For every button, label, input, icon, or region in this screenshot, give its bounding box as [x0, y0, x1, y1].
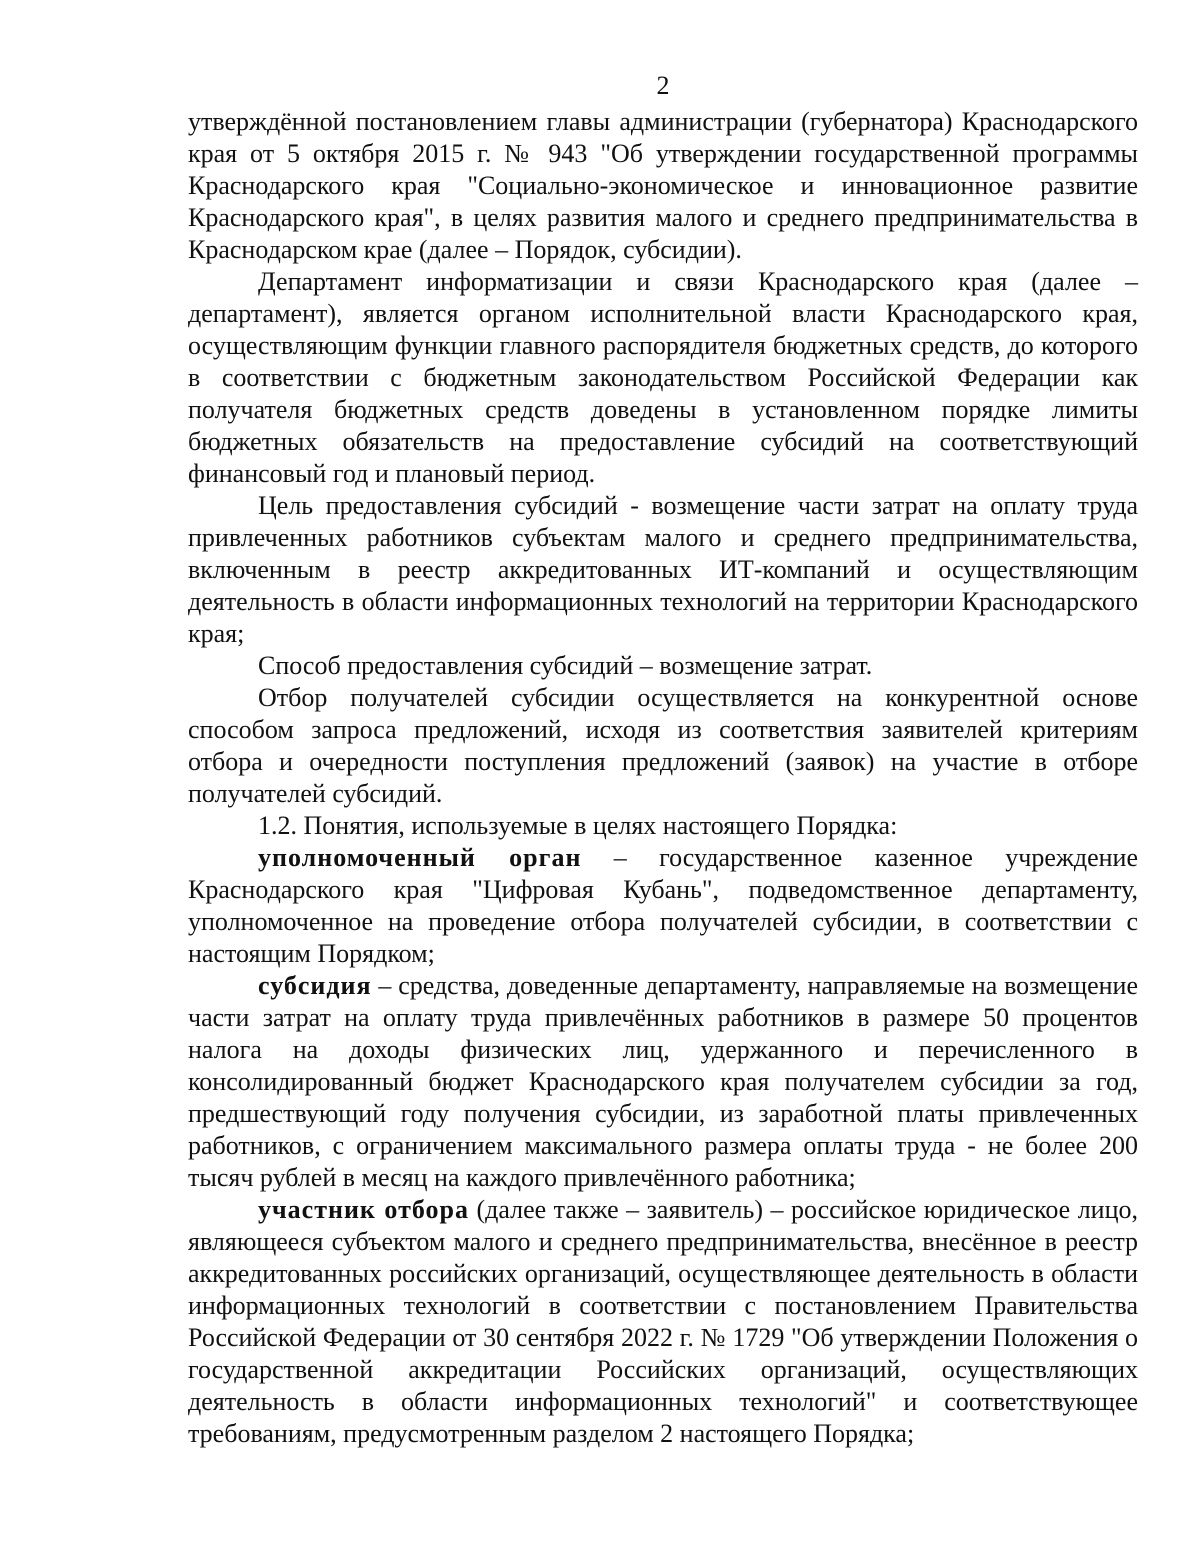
paragraph-procedure-continuation: утверждённой постановлением главы администрации (губернатора) Краснодарского края от 5 октября 2015 г. № 943 "Об утверждении государственной программы Краснодарского края "Социально-экономическое и инновационное развитие Краснодарского края", в целях развития малого и среднего предпринимательства в Краснодарском крае (далее – Порядок, субсидии).	[188, 107, 1138, 264]
paragraph-subsidy-goal: Цель предоставления субсидий - возмещение части затрат на оплату труда привлеченных работников субъектам малого и среднего предпринимательства, включенным в реестр аккредитованных ИТ-компаний и осуществляющим деятельность в области информационных технологий на территории Краснодарского края;	[188, 491, 1138, 648]
page-number: 2	[656, 71, 670, 100]
term-participant: участник отбора	[258, 1195, 469, 1224]
paragraph-department: Департамент информатизации и связи Краснодарского края (далее – департамент), является органом исполнительной власти Краснодарского края, осуществляющим функции главного распорядителя бюджетных средств, до которого в соответствии с бюджетным законодательством Российской Федерации как получателя бюджетных средств доведены в установленном порядке лимиты бюджетных обязательств на предоставление субсидий на соответствующий финансовый год и плановый период.	[188, 267, 1138, 488]
definition-authorized-body-text: – государственное казенное учреждение Краснодарского края "Цифровая Кубань", подведомственное департаменту, уполномоченное на проведение отбора получателей субсидии, в соответствии с настоящим Порядком;	[188, 843, 1138, 968]
paragraph-definitions-heading: 1.2. Понятия, используемые в целях настоящего Порядка:	[258, 811, 898, 840]
paragraph-selection: Отбор получателей субсидии осуществляется на конкурентной основе способом запроса предложений, исходя из соответствия заявителей критериям отбора и очередности поступления предложений (заявок) на участие в отборе получателей субсидий.	[188, 683, 1138, 808]
term-subsidy: субсидия	[258, 971, 372, 1000]
definition-subsidy-text: – средства, доведенные департаменту, направляемые на возмещение части затрат на оплату труда привлечённых работников в размере 50 процентов налога на доходы физических лиц, удержанного и перечисленного в консолидированный бюджет Краснодарского края получателем субсидии за год, предшествующий году получения субсидии, из заработной платы привлеченных работников, с ограничением максимального размера оплаты труда - не более 200 тысяч рублей в месяц на каждого привлечённого работника;	[188, 971, 1138, 1192]
definition-authorized-body	[188, 842, 1138, 970]
definition-subsidy	[188, 970, 1138, 1194]
paragraph-subsidy-method: Способ предоставления субсидий – возмещение затрат.	[258, 651, 873, 680]
definition-participant-text: (далее также – заявитель) – российское юридическое лицо, являющееся субъектом малого и среднего предпринимательства, внесённое в реестр аккредитованных российских организаций, осуществляющее деятельность в области информационных технологий в соответствии с постановлением Правительства Российской Федерации от 30 сентября 2022 г. № 1729 "Об утверждении Положения о государственной аккредитации Российских организаций, осуществляющих деятельность в области информационных технологий" и соответствующее требованиям, предусмотренным разделом 2 настоящего Порядка;	[188, 1195, 1138, 1448]
term-authorized-body: уполномоченный орган	[258, 843, 582, 872]
definition-participant	[188, 1194, 1138, 1450]
document-page	[188, 70, 1138, 1450]
